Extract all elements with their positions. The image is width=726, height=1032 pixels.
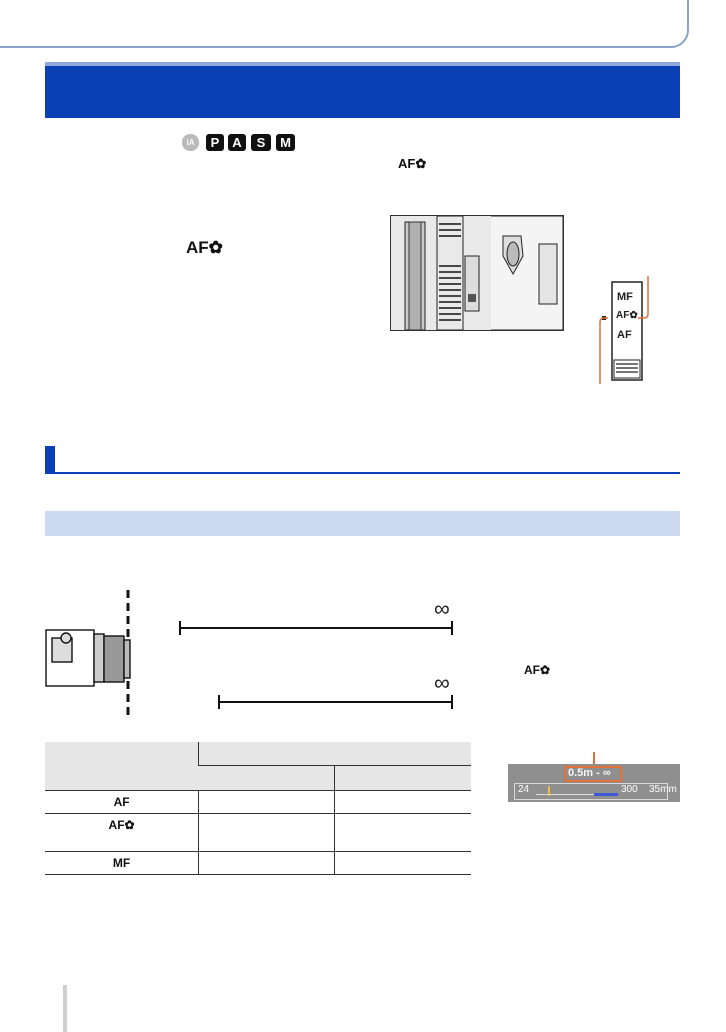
af-macro-icon-large: AF✿ [186,238,223,257]
subsection-rule [45,472,680,474]
table-cell [199,814,335,852]
table-cell [334,791,471,814]
table-row-label: AF [113,795,130,809]
infinity-symbol-2: ∞ [434,670,450,695]
lcd-zoom-bar [514,783,668,800]
lcd-zoom-position [548,786,550,796]
table-row-label: AF✿ [108,818,135,832]
table-cell [199,791,335,814]
mode-p-icon: P [206,134,224,151]
info-band [45,511,680,536]
lcd-zoom-range-mark [594,793,618,796]
mode-m-icon: M [276,134,295,151]
subsection-marker [45,446,55,474]
subsection-header [45,446,680,474]
section-title-bar [45,62,680,118]
infinity-symbol-1: ∞ [434,596,450,621]
af-macro-icon: AF✿ [398,156,427,171]
table-cell [199,852,335,875]
lens-photo [390,215,564,331]
switch-label-af-macro: AF✿ [616,310,638,321]
switch-label-af: AF [617,329,632,341]
focus-range-table [45,742,471,875]
lcd-zoom-display [508,764,680,802]
table-row [45,814,471,852]
table-row-label: MF [112,856,131,870]
page-margin-bar [63,985,67,1032]
switch-label-mf: MF [617,291,633,303]
lcd-zoom-end: 300 [621,784,638,795]
table-row [45,791,471,814]
table-row [45,852,471,875]
table-header-mode [45,742,199,791]
mode-s-icon: S [251,134,271,151]
mode-ia-icon: iA [182,134,199,151]
table-header-col-2 [334,766,471,791]
lcd-range-text: 0.5m - ∞ [568,767,611,779]
mode-a-icon: A [228,134,246,151]
af-macro-icon-diagram: AF✿ [524,663,551,677]
table-header-col-1 [199,766,335,791]
page-tab-frame [0,0,689,48]
lcd-focal-length: 35mm [649,784,677,795]
table-header-range [199,742,471,766]
table-cell [334,852,471,875]
table-cell [334,814,471,852]
focus-range-diagram [40,586,470,722]
lcd-zoom-start: 24 [518,784,530,795]
